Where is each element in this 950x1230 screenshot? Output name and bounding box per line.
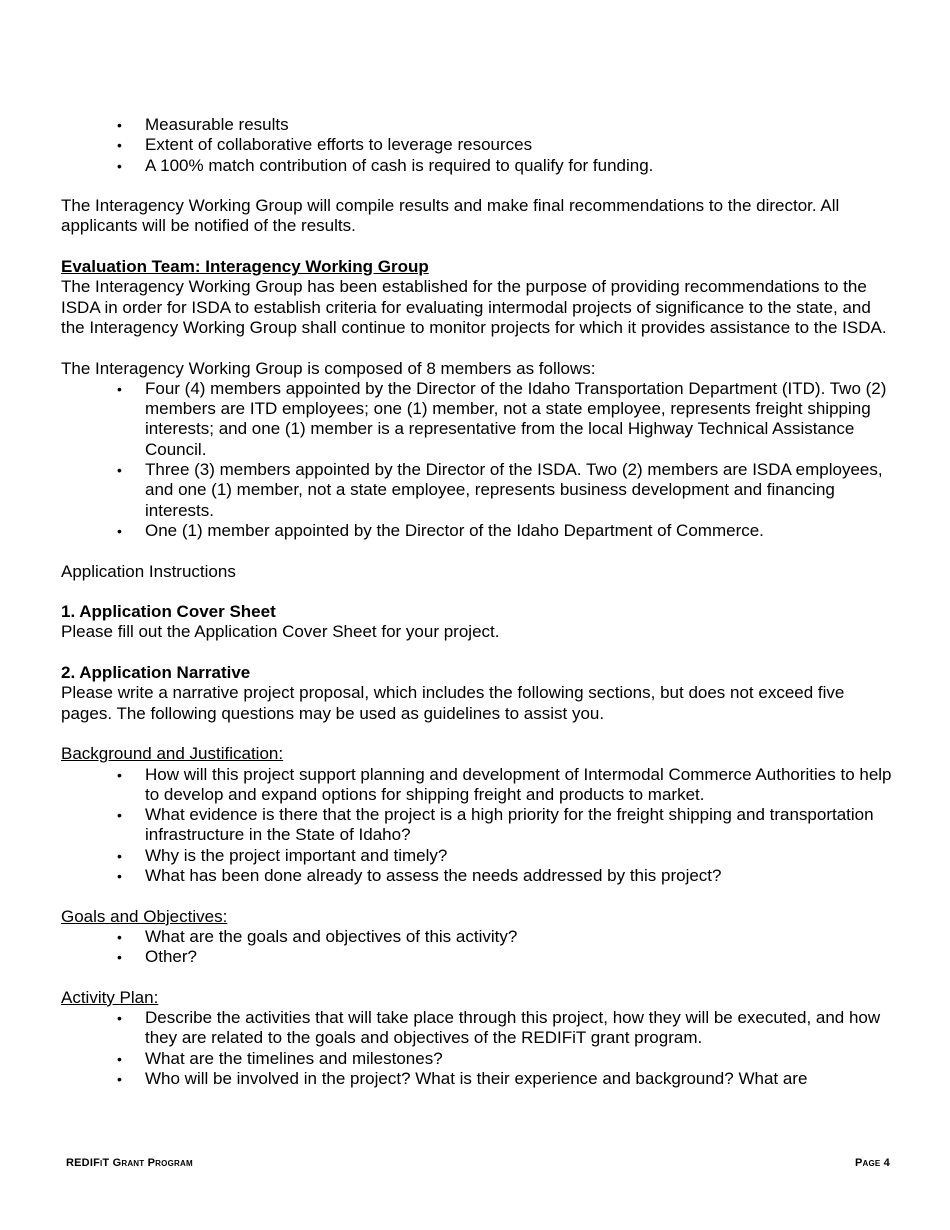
list-item: • What evidence is there that the project is a high priority for the freight shipping and transportation infrastructure in the State of Idaho? xyxy=(61,805,893,846)
cover-sheet-text: Please fill out the Application Cover Sheet for your project. xyxy=(61,622,500,642)
evaluation-team-heading: Evaluation Team: Interagency Working Group xyxy=(61,257,429,277)
list-item: • What has been done already to assess the needs addressed by this project? xyxy=(61,866,893,886)
footer-program-name: REDIFiT Grant Program xyxy=(66,1157,193,1169)
narrative-heading: 2. Application Narrative xyxy=(61,663,251,683)
compile-paragraph: The Interagency Working Group will compile results and make final recommendations to the director. All applicants will be notified of the results. xyxy=(61,196,840,236)
background-heading: Background and Justification: xyxy=(61,744,284,764)
application-instructions-title: Application Instructions xyxy=(61,561,236,581)
list-item: • Why is the project important and timely? xyxy=(61,846,893,866)
background-bullet-list xyxy=(61,765,893,887)
activity-plan-heading: Activity Plan: xyxy=(61,987,159,1007)
list-item: • A 100% match contribution of cash is required to qualify for funding. xyxy=(61,156,893,176)
list-item: • Measurable results xyxy=(61,115,893,135)
list-item: • Extent of collaborative efforts to leverage resources xyxy=(61,135,893,155)
narrative-text: Please write a narrative project proposal, which includes the following sections, but does not exceed five pages. The following questions may be used as guidelines to assist you. xyxy=(61,683,845,723)
list-item: • What are the timelines and milestones? xyxy=(61,1049,893,1069)
list-item: • What are the goals and objectives of this activity? xyxy=(61,927,893,947)
intro-bullet-list xyxy=(61,115,893,176)
goals-heading: Goals and Objectives: xyxy=(61,906,228,926)
list-item: • Other? xyxy=(61,947,893,967)
activity-bullet-list xyxy=(61,1008,893,1089)
list-item: • Four (4) members appointed by the Director of the Idaho Transportation Department (ITD). Two (2) members are ITD employees; one (1) member, not a state employee, represents freight shipping interests; and one (1) member is a representative from the local Highway Technical Assistance Council. xyxy=(61,379,893,460)
goals-bullet-list xyxy=(61,927,893,968)
list-item: • How will this project support planning and development of Intermodal Commerce Authorities to help to develop and expand options for shipping freight and products to market. xyxy=(61,765,893,806)
members-bullet-list xyxy=(61,379,893,541)
document-page xyxy=(61,115,893,1089)
evaluation-paragraph: The Interagency Working Group has been established for the purpose of providing recommendations to the ISDA in order for ISDA to establish criteria for evaluating intermodal projects of significance to the state, and the Interagency Working Group shall continue to monitor projects for which it provides assistance to the ISDA. xyxy=(61,277,887,337)
list-item: • One (1) member appointed by the Director of the Idaho Department of Commerce. xyxy=(61,521,893,541)
footer-page-number: Page 4 xyxy=(854,1157,890,1169)
list-item: • Three (3) members appointed by the Director of the ISDA. Two (2) members are ISDA employees, and one (1) member, not a state employee, represents business development and financing interests. xyxy=(61,460,893,521)
list-item: • Describe the activities that will take place through this project, how they will be executed, and how they are related to the goals and objectives of the REDIFiT grant program. xyxy=(61,1008,893,1049)
composition-intro: The Interagency Working Group is composed of 8 members as follows: xyxy=(61,358,596,378)
cover-sheet-heading: 1. Application Cover Sheet xyxy=(61,602,276,622)
list-item: • Who will be involved in the project? What is their experience and background? What are xyxy=(61,1069,893,1089)
